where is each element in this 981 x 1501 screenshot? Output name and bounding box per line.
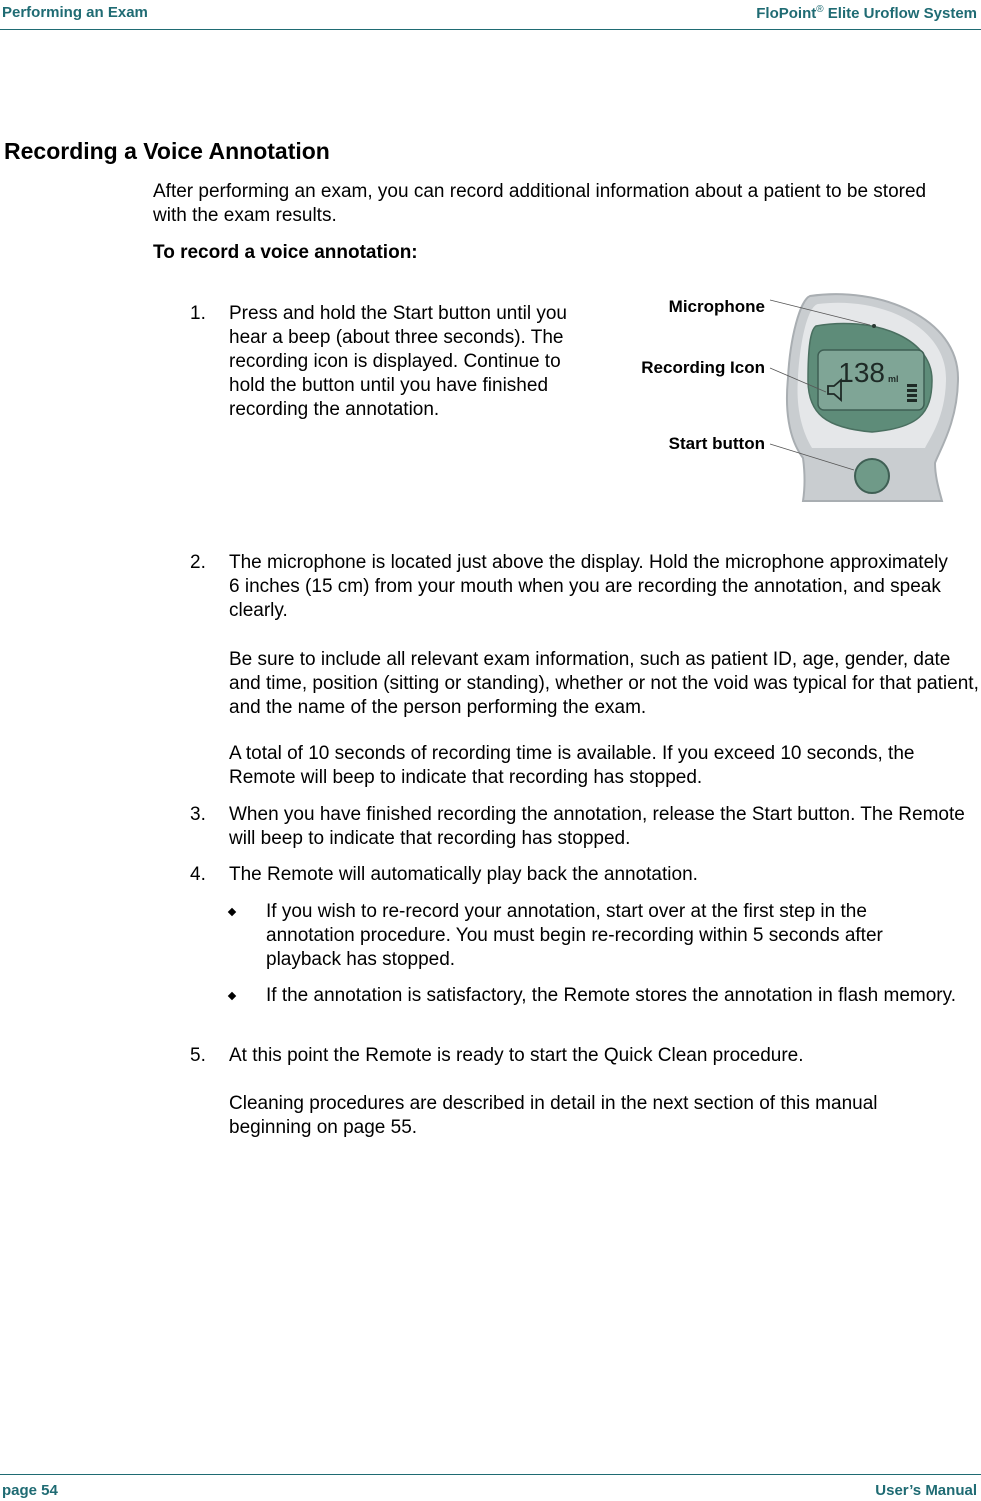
label-start-button: Start button <box>668 434 765 453</box>
bullet-text: If you wish to re-record your annotation, start over at the first step in the annotation procedure. You must begin re-recording within 5 seconds after playback has stopped. <box>266 901 883 970</box>
intro-paragraph: After performing an exam, you can record additional information about a patient to be stored with the exam results. <box>153 181 927 226</box>
step-text: The microphone is located just above the display. Hold the microphone approximately 6 inches (15 cm) from your mouth when you are recording the annotation, and speak clearly. <box>229 552 948 621</box>
step-number: 5. <box>190 1045 206 1066</box>
remote-figure <box>620 288 965 503</box>
registered-mark: ® <box>816 4 824 15</box>
bullet-text: If the annotation is satisfactory, the Remote stores the annotation in flash memory. <box>266 985 956 1006</box>
battery-bar <box>907 394 917 397</box>
header-rule <box>0 29 981 30</box>
footer-manual: User’s Manual <box>875 1482 977 1499</box>
step-5-paragraph-2: Cleaning procedures are described in detail in the next section of this manual beginning on page 55. <box>229 1093 878 1138</box>
step-number: 2. <box>190 552 206 573</box>
step-number: 4. <box>190 864 206 885</box>
product-suffix: Elite Uroflow System <box>823 5 977 22</box>
header-product <box>756 4 977 22</box>
bullet-diamond-icon <box>228 908 236 916</box>
step-number: 3. <box>190 804 206 825</box>
label-recording-icon: Recording Icon <box>641 358 765 377</box>
display-unit: ml <box>888 374 899 384</box>
product-prefix: FloPoint <box>756 5 817 22</box>
step-text: The Remote will automatically play back the annotation. <box>229 864 698 885</box>
battery-bar <box>907 384 917 387</box>
step-text: When you have finished recording the annotation, release the Start button. The Remote will beep to indicate that recording has stopped. <box>229 804 965 849</box>
procedure-heading: To record a voice annotation: <box>153 242 418 263</box>
step-2-paragraph-2: Be sure to include all relevant exam information, such as patient ID, age, gender, date and time, position (sitting or standing), whether or not the void was typical for that patient, and the name of the person performing the exam. <box>229 649 979 718</box>
battery-bar <box>907 389 917 392</box>
step-text: Press and hold the Start button until you hear a beep (about three seconds). The recording icon is displayed. Continue to hold the button until you have finished recording the annotation. <box>229 303 567 420</box>
remote-illustration <box>620 288 965 503</box>
step-number: 1. <box>190 303 206 324</box>
step-2-paragraph-3: A total of 10 seconds of recording time is available. If you exceed 10 seconds, the Remote will beep to indicate that recording has stopped. <box>229 743 915 788</box>
start-button <box>855 459 889 493</box>
footer-rule <box>0 1474 981 1475</box>
footer-page-number: page 54 <box>2 1482 58 1499</box>
header-section: Performing an Exam <box>2 4 148 21</box>
page-title: Recording a Voice Annotation <box>4 138 330 164</box>
label-microphone: Microphone <box>668 297 765 316</box>
display-value: 138 <box>838 357 885 388</box>
bullet-diamond-icon <box>228 992 236 1000</box>
battery-bar <box>907 399 917 402</box>
step-text: At this point the Remote is ready to start the Quick Clean procedure. <box>229 1045 804 1066</box>
microphone-dot <box>872 324 876 328</box>
